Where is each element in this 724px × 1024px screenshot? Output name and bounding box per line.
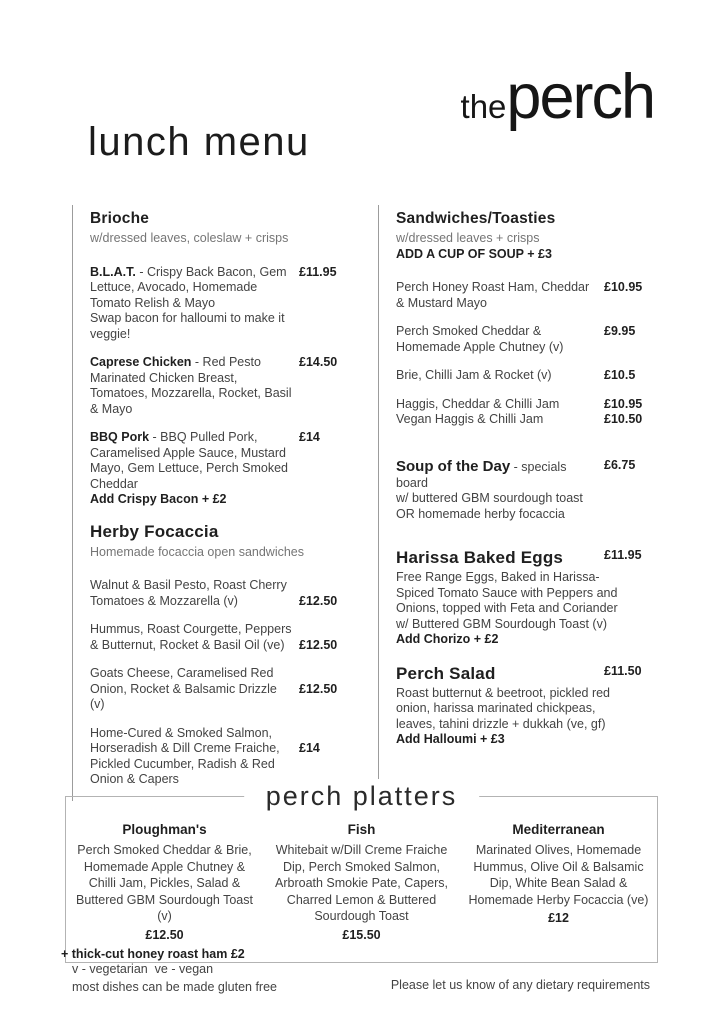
menu-item-bbq-pork [90,430,345,508]
section-harissa-baked-eggs [396,548,650,648]
section-heading-sandwiches: Sandwiches/Toasties [396,210,556,227]
platters-title: perch platters [244,779,480,813]
platter-description: Perch Smoked Cheddar & Brie, Homemade Apple Chutney & Chilli Jam, Pickles, Salad & Buttered GBM Sourdough Toast (v) [76,843,253,923]
item-description: Crispy Back Bacon, Gem Lettuce, Avocado, Homemade Tomato Relish & Mayo [90,264,287,310]
menu-item-honey-roast-ham [396,280,650,311]
item-name: B.L.A.T. [90,264,136,279]
item-separator: - [191,355,203,369]
item-text: Walnut & Basil Pesto, Roast Cherry Tomatoes & Mozzarella (v) [90,578,287,608]
item-description: Red Pesto Marinated Chicken Breast, Tomatoes, Mozzarella, Rocket, Basil & Mayo [90,355,292,416]
menu-item-soup [396,458,650,523]
item-price: £10.5 [604,368,636,382]
item-price: £11.50 [604,663,642,678]
platters-grid [61,797,657,963]
menu-item-walnut-pesto [90,578,345,609]
item-price: £14 [299,430,320,444]
item-note: Swap bacon for halloumi to make it veggie! [90,311,285,341]
item-text [90,355,299,417]
logo-the: the [460,88,507,125]
section-perch-salad [396,664,650,748]
item-description: BBQ Pulled Pork, Caramelised Apple Sauce, Mustard Mayo, Gem Lettuce, Perch Smoked Cheddar [90,430,289,491]
menu-item-hummus [90,622,345,653]
item-heading-row [396,664,650,686]
item-price: £10.95 [604,280,643,294]
item-text [90,430,299,508]
diet-legend: v - vegetarian ve - vegan [72,962,214,976]
platter-description: Marinated Olives, Homemade Hummus, Olive Oil & Balsamic Dip, White Bean Salad & Homemade Herby Focaccia (ve) [468,843,649,907]
menu-item-caprese-chicken [90,355,345,417]
item-price: £11.95 [299,264,337,279]
section-brioche [90,209,345,508]
item-text: Home-Cured & Smoked Salmon, Horseradish & Dill Creme Fraiche, Pickled Cucumber, Radish & Red Onion & Capers [90,725,280,786]
item-text [90,265,299,343]
platter-description: Whitebait w/Dill Creme Fraiche Dip, Perch Smoked Salmon, Arbroath Smokie Pate, Capers, Charred Lemon & Buttered Sourdough Toast [275,843,448,923]
item-description: Roast butternut & beetroot, pickled red onion, harissa marinated chickpeas, leaves, tahini drizzle + dukkah (ve, gf) [396,685,611,731]
section-soup-of-the-day [396,458,650,523]
section-heading-harissa: Harissa Baked Eggs [396,548,564,567]
menu-item-vegan-haggis [396,412,650,428]
page-title: lunch menu [88,120,310,164]
section-subheading: Homemade focaccia open sandwiches [90,544,305,559]
section-subheading: w/dressed leaves + crisps [396,231,540,245]
item-name: Caprese Chicken [90,355,192,369]
gluten-free-note: most dishes can be made gluten free [72,979,277,994]
platter-name: Mediterranean [512,822,605,837]
menu-columns [72,205,650,801]
item-text: Vegan Haggis & Chilli Jam [396,412,544,426]
item-text: Perch Honey Roast Ham, Cheddar & Mustard Mayo [396,280,590,310]
platter-price: £12 [548,911,569,925]
platter-mediterranean [460,821,657,963]
item-text: Brie, Chilli Jam & Rocket (v) [396,368,552,382]
platter-price: £12.50 [145,927,184,942]
section-soup-offer: ADD A CUP OF SOUP + £3 [396,246,552,261]
item-heading-row [396,548,650,570]
platter-name: Ploughman's [122,822,207,837]
item-name: Soup of the Day [396,457,511,475]
restaurant-logo [460,62,654,132]
section-herby-focaccia [90,521,345,788]
menu-item-smoked-cheddar [396,324,650,355]
item-price: £9.95 [604,324,636,338]
platter-addon-note: + thick-cut honey roast ham £2 [61,946,245,961]
item-price: £10.95 [604,396,643,411]
item-tag: specials board [396,459,567,490]
item-price: £14.50 [299,355,338,369]
item-text [396,458,604,523]
platter-ploughmans [61,821,263,963]
section-heading-focaccia: Herby Focaccia [90,521,219,541]
item-text: Haggis, Cheddar & Chilli Jam [396,396,560,411]
item-separator: - [135,264,147,279]
item-text: Goats Cheese, Caramelised Red Onion, Rocket & Balsamic Drizzle (v) [90,666,277,711]
menu-item-goats-cheese [90,666,345,713]
item-separator: - [510,459,522,474]
menu-item-haggis [396,397,650,413]
menu-item-haggis-group [396,397,650,428]
item-price: £11.95 [604,548,642,562]
perch-platters-box [61,781,658,963]
item-price: £12.50 [299,593,338,608]
item-price: £10.50 [604,412,643,426]
item-addon-note: Add Chorizo + £2 [396,632,499,646]
footer-legend-block [72,961,277,996]
section-heading-brioche: Brioche [90,210,150,227]
item-note: w/ buttered GBM sourdough toast OR homemade herby focaccia [396,491,583,521]
logo-perch: perch [506,62,654,132]
dietary-requirements-note: Please let us know of any dietary requirements [390,978,650,992]
item-addon-note: Add Halloumi + £3 [396,732,505,746]
item-price: £12.50 [299,637,338,652]
menu-item-brie [396,368,650,384]
item-text: Hummus, Roast Courgette, Peppers & Butternut, Rocket & Basil Oil (ve) [90,622,292,652]
section-sandwiches-toasties [396,209,650,428]
platter-fish [263,821,460,963]
section-subheading: w/dressed leaves, coleslaw + crisps [90,231,289,245]
item-name: BBQ Pork [90,430,150,444]
item-price: £6.75 [604,457,636,472]
menu-column-left [72,205,345,801]
item-addon-note: Add Crispy Bacon + £2 [90,492,227,506]
item-price: £14 [299,741,320,755]
section-heading-salad: Perch Salad [396,663,496,683]
menu-item-blat [90,265,345,343]
platter-name: Fish [347,822,376,837]
menu-column-right [378,205,650,801]
item-price: £12.50 [299,681,338,696]
item-description: Free Range Eggs, Baked in Harissa-Spiced Tomato Sauce with Peppers and Onions, topped with Feta and Coriander w/ Buttered GBM Sourdough Toast (v) [396,570,618,631]
item-separator: - [149,430,161,444]
platter-price: £15.50 [342,927,381,942]
item-text: Perch Smoked Cheddar & Homemade Apple Chutney (v) [396,324,564,354]
